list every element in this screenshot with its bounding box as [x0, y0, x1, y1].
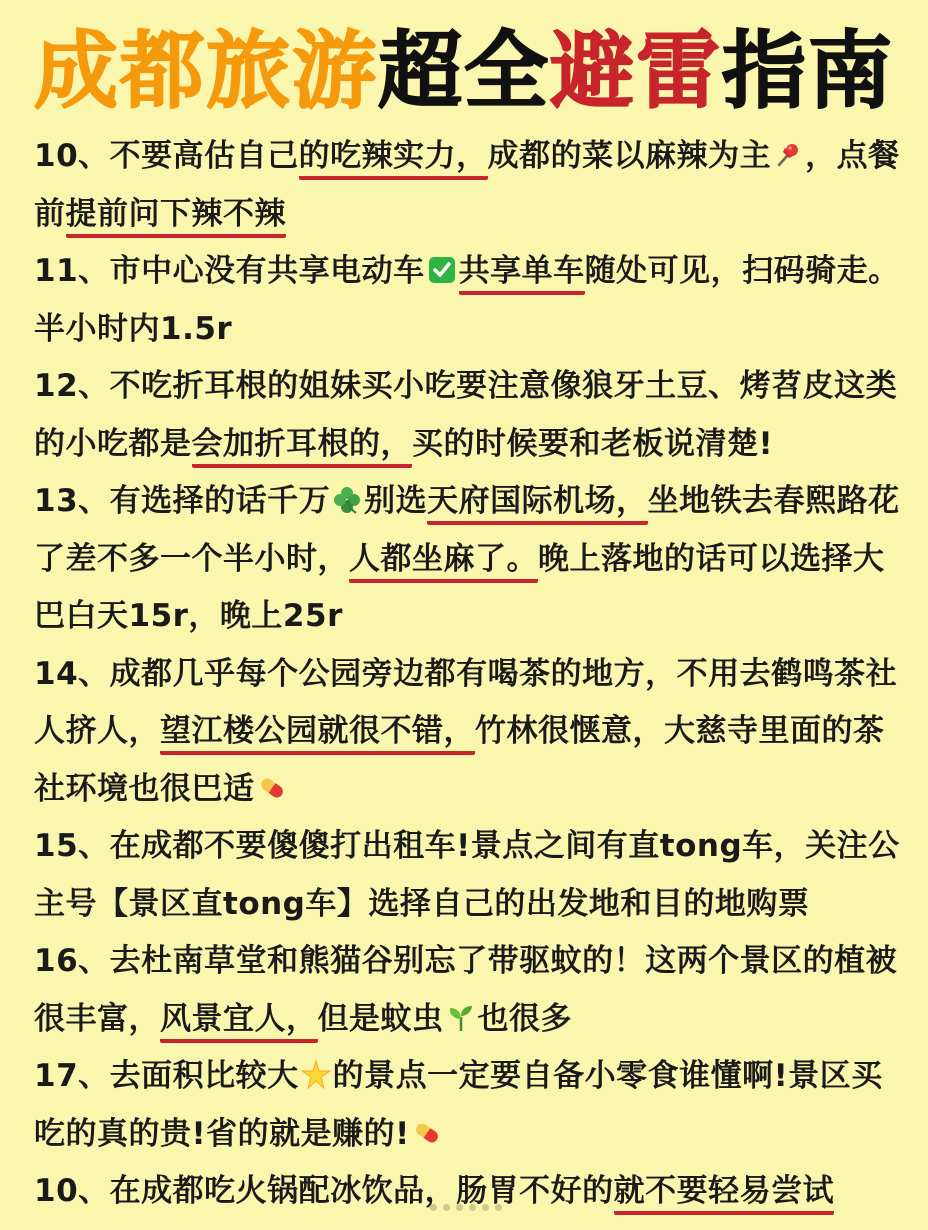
underline-scenery: 风景宜人， [160, 1001, 318, 1043]
check-mark-icon [427, 255, 457, 285]
tip-item-14: 14、成都几乎每个公园旁边都有喝茶的地方，不用去鹤鸣茶社人挤人，望江楼公园就很不错，竹林很惬意，大慈寺里面的茶社环境也很巴适 [34, 655, 898, 807]
tip-item-11: 11、市中心没有共享电动车 共享单车随处可见，扫码骑走。半小时内1.5r [34, 253, 900, 347]
indicator-dot [482, 1204, 489, 1211]
underline-spicy: 的吃辣实力， [299, 138, 488, 180]
tip-item-13: 13、有选择的话千万 别选天府国际机场，坐地铁去春熙路花了差不多一个半小时，人都坐麻了。晚上落地的话可以选择大巴白天15r，晚上25r [34, 483, 900, 634]
underline-ask: 提前问下辣不辣 [66, 196, 287, 238]
indicator-dot [495, 1204, 502, 1211]
title-part-black-2: 指南 [722, 22, 895, 120]
indicator-dot [430, 1204, 437, 1211]
clover-icon [332, 485, 362, 515]
underline-bike: 共享单车 [459, 253, 585, 295]
glowing-star-icon [301, 1060, 331, 1090]
seedling-icon [446, 1003, 476, 1033]
underline-park: 望江楼公园就很不错， [160, 713, 475, 755]
indicator-dot [456, 1204, 463, 1211]
indicator-dot [443, 1204, 450, 1211]
tip-item-10: 10、不要高估自己的吃辣实力，成都的菜以麻辣为主 ，点餐前提前问下辣不辣 [34, 128, 906, 243]
tip-item-16: 16、去杜南草堂和熊猫谷别忘了带驱蚊的！这两个景区的植被很丰富，风景宜人，但是蚊虫 也很多 [34, 933, 906, 1048]
carousel-indicator [430, 1204, 502, 1211]
title-part-orange: 成都旅游 [33, 22, 378, 120]
title-part-red: 避雷 [550, 22, 723, 120]
tip-item-10b: 10、在成都吃火锅配冰饮品，肠胃不好的就不要轻易尝试 [34, 1163, 906, 1221]
underline-zheergen: 会加折耳根的， [192, 426, 413, 468]
underline-hotpot: 就不要轻易尝试 [614, 1173, 835, 1215]
pushpin-icon [773, 140, 803, 170]
pill-icon [257, 773, 287, 803]
tip-item-17: 17、去面积比较大 的景点一定要自备小零食谁懂啊!景区买吃的真的贵!省的就是赚的! [34, 1058, 883, 1152]
pill-icon [412, 1118, 442, 1148]
tip-item-15: 15、在成都不要傻傻打出租车!景点之间有直tong车，关注公主号【景区直tong车】选择自己的出发地和目的地购票 [34, 828, 900, 922]
page-title [0, 16, 928, 126]
underline-numb: 人都坐麻了。 [349, 541, 538, 583]
title-part-black: 超全 [377, 22, 550, 120]
tips-list [34, 128, 906, 1221]
tip-item-12: 12、不吃折耳根的姐妹买小吃要注意像狼牙土豆、烤苕皮这类的小吃都是会加折耳根的，买的时候要和老板说清楚! [34, 358, 906, 473]
indicator-dot [469, 1204, 476, 1211]
underline-airport: 天府国际机场， [427, 483, 648, 525]
